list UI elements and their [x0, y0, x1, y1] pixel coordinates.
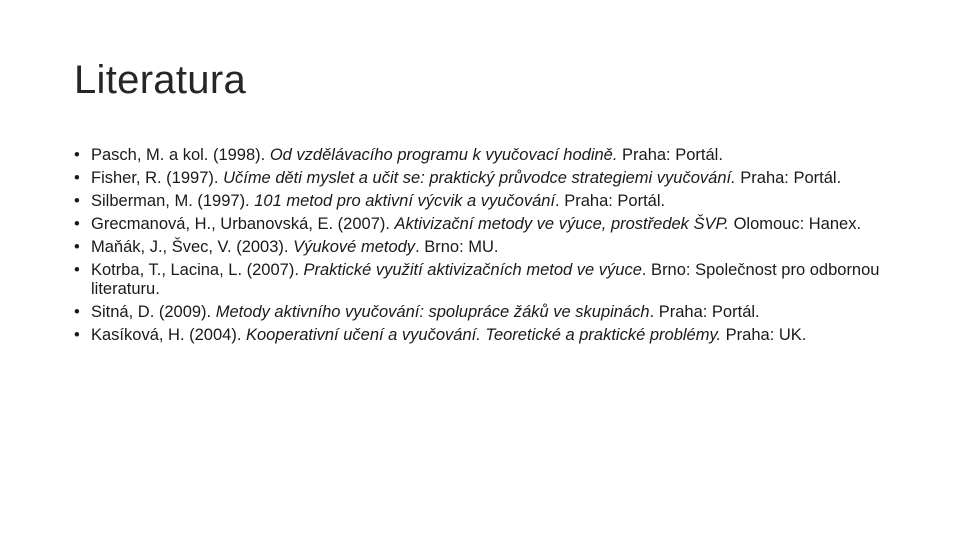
bullet-icon: • [74, 326, 80, 344]
bullet-icon: • [74, 261, 80, 279]
reference-item [74, 261, 894, 299]
reference-item [74, 238, 894, 257]
reference-item [74, 169, 894, 188]
reference-citation: Silberman, M. (1997). [91, 192, 255, 210]
reference-publisher: . Brno: MU. [415, 238, 499, 256]
reference-work-title: Učíme děti myslet a učit se: praktický průvodce strategiemi vyučování. [223, 169, 736, 187]
reference-citation: Sitná, D. (2009). [91, 303, 216, 321]
reference-item [74, 215, 894, 234]
reference-list [74, 146, 894, 349]
reference-work-title: 101 metod pro aktivní výcvik a vyučování [254, 192, 556, 210]
bullet-icon: • [74, 303, 80, 321]
reference-publisher: Olomouc: Hanex. [728, 215, 862, 233]
reference-item [74, 192, 894, 211]
reference-work-title: Výukové metody [293, 238, 416, 256]
reference-publisher: . Praha: Portál. [649, 303, 760, 321]
reference-work-title: Kooperativní učení a vyučování. Teoretické a praktické problémy. [246, 326, 722, 344]
reference-work-title: Praktické využití aktivizačních metod ve výuce [303, 261, 642, 279]
reference-item [74, 303, 894, 322]
reference-publisher: Praha: Portál. [617, 146, 723, 164]
reference-publisher: . Praha: Portál. [555, 192, 666, 210]
reference-citation: Fisher, R. (1997). [91, 169, 224, 187]
reference-work-title: Aktivizační metody ve výuce, prostředek ŠVP. [394, 215, 729, 233]
bullet-icon: • [74, 215, 80, 233]
reference-citation: Kotrba, T., Lacina, L. (2007). [91, 261, 304, 279]
reference-item [74, 326, 894, 345]
reference-citation: Kasíková, H. (2004). [91, 326, 246, 344]
reference-citation: Maňák, J., Švec, V. (2003). [91, 238, 294, 256]
reference-citation: Pasch, M. a kol. (1998). [91, 146, 270, 164]
reference-publisher: Praha: UK. [721, 326, 807, 344]
reference-work-title: Metody aktivního vyučování: spolupráce žáků ve skupinách [215, 303, 650, 321]
bullet-icon: • [74, 238, 80, 256]
bullet-icon: • [74, 146, 80, 164]
reference-item [74, 146, 894, 165]
reference-work-title: Od vzdělávacího programu k vyučovací hodině. [269, 146, 618, 164]
bullet-icon: • [74, 192, 80, 210]
reference-publisher: . Brno: Společnost pro odbornou literaturu. [91, 261, 880, 298]
reference-citation: Grecmanová, H., Urbanovská, E. (2007). [91, 215, 395, 233]
slide-title: Literatura [74, 58, 246, 102]
reference-publisher: Praha: Portál. [735, 169, 842, 187]
bullet-icon: • [74, 169, 80, 187]
